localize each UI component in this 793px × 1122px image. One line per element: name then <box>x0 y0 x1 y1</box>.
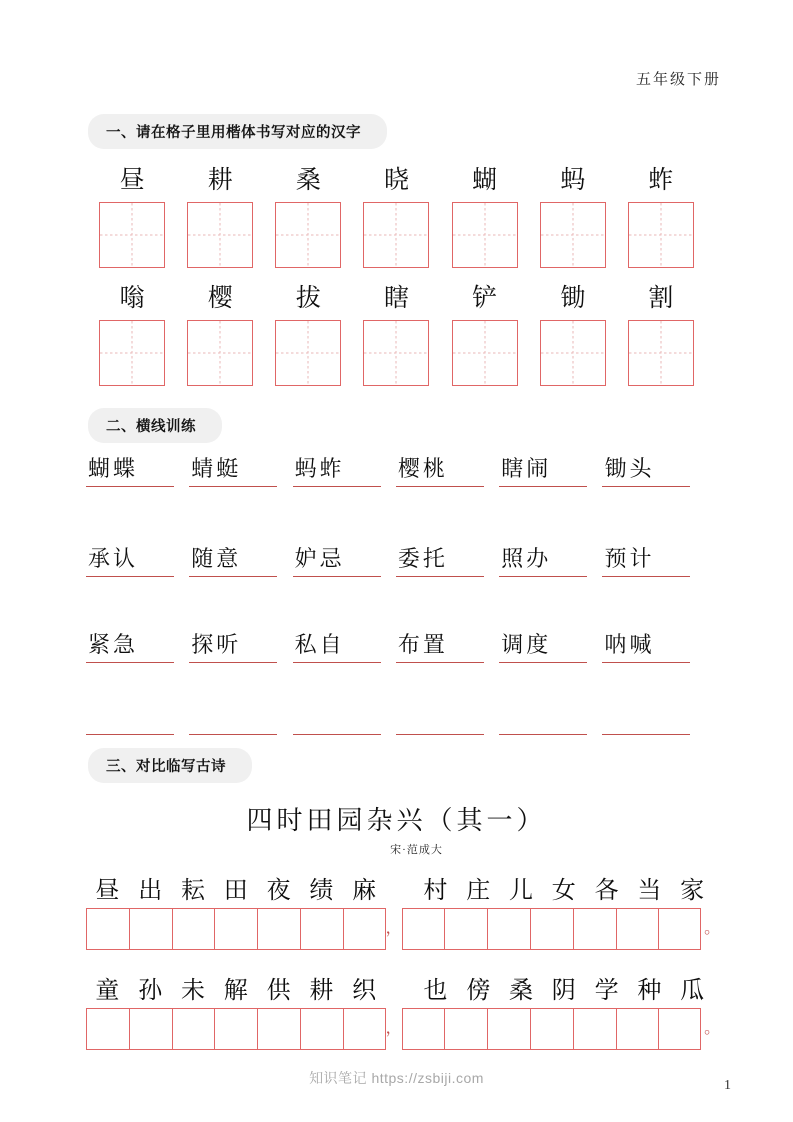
word-row <box>86 714 706 735</box>
word-slot[interactable] <box>86 714 189 735</box>
model-character: 蝴 <box>472 167 498 194</box>
poem-box-cell[interactable] <box>214 1008 257 1050</box>
word-slot[interactable] <box>86 628 189 663</box>
poem-char: 出 <box>138 877 163 904</box>
practice-underline <box>499 734 587 735</box>
tianzige-cell[interactable] <box>99 320 165 386</box>
poem-model-chars <box>86 968 714 1006</box>
model-character: 昼 <box>119 167 145 194</box>
word-text: 预计 <box>604 546 655 571</box>
word-text: 探听 <box>191 632 242 657</box>
word-text: 瞎闹 <box>501 456 552 481</box>
word-text <box>293 714 295 734</box>
poem-line-2 <box>86 968 721 1050</box>
tianzige-cell[interactable] <box>628 202 694 268</box>
practice-underline <box>86 576 174 577</box>
poem-box-cell[interactable] <box>86 908 129 950</box>
word-slot[interactable] <box>499 452 602 487</box>
poem-box-cell[interactable] <box>343 1008 386 1050</box>
poem-char: 女 <box>551 877 576 904</box>
character-practice-row-1 <box>88 160 705 268</box>
grid-cell-wrap <box>176 160 264 268</box>
poem-box-cell[interactable] <box>402 908 445 950</box>
word-slot[interactable] <box>396 452 499 487</box>
word-row <box>86 452 706 487</box>
practice-underline <box>189 734 277 735</box>
poem-comma: ， <box>385 920 402 937</box>
poem-box-cell[interactable] <box>530 1008 573 1050</box>
poem-char: 阴 <box>551 977 576 1004</box>
poem-half-first <box>86 970 386 1005</box>
grid-cell-wrap <box>441 160 529 268</box>
poem-box-cell[interactable] <box>214 908 257 950</box>
poem-char: 耕 <box>309 977 334 1004</box>
tianzige-cell[interactable] <box>363 320 429 386</box>
word-text: 私自 <box>294 632 345 657</box>
grid-cell-wrap <box>617 278 705 386</box>
word-text: 随意 <box>191 546 242 571</box>
word-slot[interactable] <box>499 542 602 577</box>
poem-boxes-first <box>86 908 386 950</box>
grid-cell-wrap <box>88 160 176 268</box>
poem-box-cell[interactable] <box>530 908 573 950</box>
tianzige-cell[interactable] <box>187 202 253 268</box>
poem-box-cell[interactable] <box>658 908 701 950</box>
word-slot[interactable] <box>189 452 292 487</box>
poem-box-cell[interactable] <box>444 1008 487 1050</box>
grade-label: 五年级下册 <box>635 72 721 88</box>
word-text: 妒忌 <box>294 546 345 571</box>
poem-write-boxes <box>86 908 721 950</box>
practice-underline <box>499 662 587 663</box>
poem-char: 也 <box>423 977 448 1004</box>
poem-box-cell[interactable] <box>300 908 343 950</box>
word-practice-row-2 <box>86 542 706 577</box>
poem-char: 夜 <box>266 877 291 904</box>
word-slot[interactable] <box>293 628 396 663</box>
poem-box-cell[interactable] <box>257 908 300 950</box>
word-slot[interactable] <box>293 452 396 487</box>
word-text: 锄头 <box>604 456 655 481</box>
word-text: 樱桃 <box>397 456 448 481</box>
practice-underline <box>86 734 174 735</box>
poem-box-cell[interactable] <box>129 1008 172 1050</box>
practice-underline <box>602 576 690 577</box>
grid-cell-wrap <box>352 278 440 386</box>
word-practice-row-1 <box>86 452 706 487</box>
practice-underline <box>499 486 587 487</box>
poem-box-cell[interactable] <box>86 1008 129 1050</box>
poem-box-cell[interactable] <box>487 1008 530 1050</box>
poem-char: 孙 <box>138 977 163 1004</box>
poem-comma: ， <box>385 1020 402 1037</box>
word-text: 蝴蝶 <box>88 456 139 481</box>
word-slot[interactable] <box>293 542 396 577</box>
model-character: 桑 <box>295 167 321 194</box>
word-text: 布置 <box>397 632 448 657</box>
tianzige-cell[interactable] <box>540 320 606 386</box>
poem-char: 绩 <box>309 877 334 904</box>
grid-cell-wrap <box>264 160 352 268</box>
poem-char: 村 <box>423 877 448 904</box>
model-character: 拔 <box>295 285 321 312</box>
word-slot[interactable] <box>189 628 292 663</box>
poem-period: 。 <box>704 1020 721 1037</box>
tianzige-cell[interactable] <box>452 202 518 268</box>
poem-char: 儿 <box>508 877 533 904</box>
poem-char: 桑 <box>508 977 533 1004</box>
poem-boxes-second <box>402 1008 702 1050</box>
model-character: 锄 <box>560 285 586 312</box>
poem-box-cell[interactable] <box>343 908 386 950</box>
poem-box-cell[interactable] <box>402 1008 445 1050</box>
word-slot[interactable] <box>396 628 499 663</box>
word-slot[interactable] <box>396 714 499 735</box>
poem-char: 未 <box>180 977 205 1004</box>
poem-half-second <box>414 870 714 905</box>
grid-cell-wrap <box>264 278 352 386</box>
tianzige-cell[interactable] <box>540 202 606 268</box>
poem-char: 瓜 <box>680 977 705 1004</box>
word-text <box>189 714 191 734</box>
word-text: 呐喊 <box>604 632 655 657</box>
poem-char: 庄 <box>466 877 491 904</box>
poem-char: 种 <box>637 977 662 1004</box>
tianzige-cell[interactable] <box>363 202 429 268</box>
word-text: 调度 <box>501 632 552 657</box>
word-text <box>499 714 501 734</box>
poem-box-cell[interactable] <box>573 1008 616 1050</box>
practice-underline <box>86 486 174 487</box>
practice-underline <box>293 662 381 663</box>
practice-underline <box>86 662 174 663</box>
model-character: 晓 <box>383 167 409 194</box>
word-slot[interactable] <box>499 714 602 735</box>
poem-box-cell[interactable] <box>172 1008 215 1050</box>
model-character: 樱 <box>207 285 233 312</box>
practice-underline <box>189 662 277 663</box>
word-text <box>86 714 88 734</box>
model-character: 嗡 <box>119 285 145 312</box>
poem-box-cell[interactable] <box>573 908 616 950</box>
poem-char: 织 <box>352 977 377 1004</box>
poem-char: 童 <box>95 977 120 1004</box>
poem-line-1 <box>86 868 721 950</box>
poem-box-cell[interactable] <box>129 908 172 950</box>
word-text: 承认 <box>88 546 139 571</box>
word-slot[interactable] <box>602 714 705 735</box>
grid-row <box>88 278 705 386</box>
poem-title: 四时田园杂兴（其一） <box>246 806 547 835</box>
practice-underline <box>499 576 587 577</box>
poem-period: 。 <box>704 920 721 937</box>
tianzige-cell[interactable] <box>275 320 341 386</box>
poem-char: 傍 <box>466 977 491 1004</box>
poem-char: 当 <box>637 877 662 904</box>
section-header-3: 三、对比临写古诗 <box>88 748 252 783</box>
poem-char: 学 <box>594 977 619 1004</box>
grid-cell-wrap <box>529 160 617 268</box>
word-slot[interactable] <box>602 542 705 577</box>
word-slot[interactable] <box>86 542 189 577</box>
poem-char: 供 <box>266 977 291 1004</box>
model-character: 瞎 <box>383 285 409 312</box>
poem-box-cell[interactable] <box>444 908 487 950</box>
model-character: 蚱 <box>648 167 674 194</box>
grid-cell-wrap <box>441 278 529 386</box>
model-character: 耕 <box>207 167 233 194</box>
model-character: 蚂 <box>560 167 586 194</box>
grid-cell-wrap <box>88 278 176 386</box>
footer-watermark: 知识笔记 https://zsbiji.com <box>309 1070 484 1086</box>
word-slot[interactable] <box>396 542 499 577</box>
tianzige-cell[interactable] <box>99 202 165 268</box>
practice-underline <box>396 486 484 487</box>
poem-char: 耘 <box>180 877 205 904</box>
poem-box-cell[interactable] <box>487 908 530 950</box>
practice-underline <box>602 486 690 487</box>
poem-char: 田 <box>223 877 248 904</box>
poem-box-cell[interactable] <box>172 908 215 950</box>
word-practice-row-4-blank <box>86 714 706 735</box>
word-slot[interactable] <box>293 714 396 735</box>
word-text <box>396 714 398 734</box>
grid-row <box>88 160 705 268</box>
word-text: 蚂蚱 <box>294 456 345 481</box>
model-character: 铲 <box>472 285 498 312</box>
poem-char: 昼 <box>95 877 120 904</box>
poem-char: 家 <box>680 877 705 904</box>
word-slot[interactable] <box>602 628 705 663</box>
poem-box-cell[interactable] <box>658 1008 701 1050</box>
word-slot[interactable] <box>602 452 705 487</box>
word-text: 委托 <box>397 546 448 571</box>
word-practice-row-3 <box>86 628 706 663</box>
poem-box-cell[interactable] <box>616 908 659 950</box>
practice-underline <box>293 734 381 735</box>
practice-underline <box>602 662 690 663</box>
grid-cell-wrap <box>617 160 705 268</box>
word-row <box>86 628 706 663</box>
poem-char: 解 <box>223 977 248 1004</box>
grid-cell-wrap <box>529 278 617 386</box>
practice-underline <box>293 486 381 487</box>
tianzige-cell[interactable] <box>275 202 341 268</box>
word-text <box>602 714 604 734</box>
poem-boxes-second <box>402 908 702 950</box>
word-row <box>86 542 706 577</box>
practice-underline <box>293 576 381 577</box>
practice-underline <box>189 576 277 577</box>
word-slot[interactable] <box>189 714 292 735</box>
word-text: 蜻蜓 <box>191 456 242 481</box>
word-slot[interactable] <box>189 542 292 577</box>
page-number: 1 <box>724 1078 731 1093</box>
poem-model-chars <box>86 868 714 906</box>
poem-box-cell[interactable] <box>616 1008 659 1050</box>
tianzige-cell[interactable] <box>628 320 694 386</box>
practice-underline <box>602 734 690 735</box>
character-practice-row-2 <box>88 278 705 386</box>
grid-cell-wrap <box>176 278 264 386</box>
tianzige-cell[interactable] <box>187 320 253 386</box>
word-text: 照办 <box>501 546 552 571</box>
word-text: 紧急 <box>88 632 139 657</box>
poem-char: 各 <box>594 877 619 904</box>
poem-box-cell[interactable] <box>257 1008 300 1050</box>
poem-write-boxes <box>86 1008 721 1050</box>
section-header-1: 一、请在格子里用楷体书写对应的汉字 <box>88 114 387 149</box>
word-slot[interactable] <box>86 452 189 487</box>
poem-half-second <box>414 970 714 1005</box>
practice-underline <box>189 486 277 487</box>
section-header-2: 二、横线训练 <box>88 408 222 443</box>
practice-underline <box>396 662 484 663</box>
model-character: 割 <box>648 285 674 312</box>
practice-underline <box>396 734 484 735</box>
tianzige-cell[interactable] <box>452 320 518 386</box>
poem-box-cell[interactable] <box>300 1008 343 1050</box>
poem-boxes-first <box>86 1008 386 1050</box>
word-slot[interactable] <box>499 628 602 663</box>
poem-half-first <box>86 870 386 905</box>
poem-author: 宋·范成大 <box>390 844 443 856</box>
grid-cell-wrap <box>352 160 440 268</box>
poem-char: 麻 <box>352 877 377 904</box>
practice-underline <box>396 576 484 577</box>
